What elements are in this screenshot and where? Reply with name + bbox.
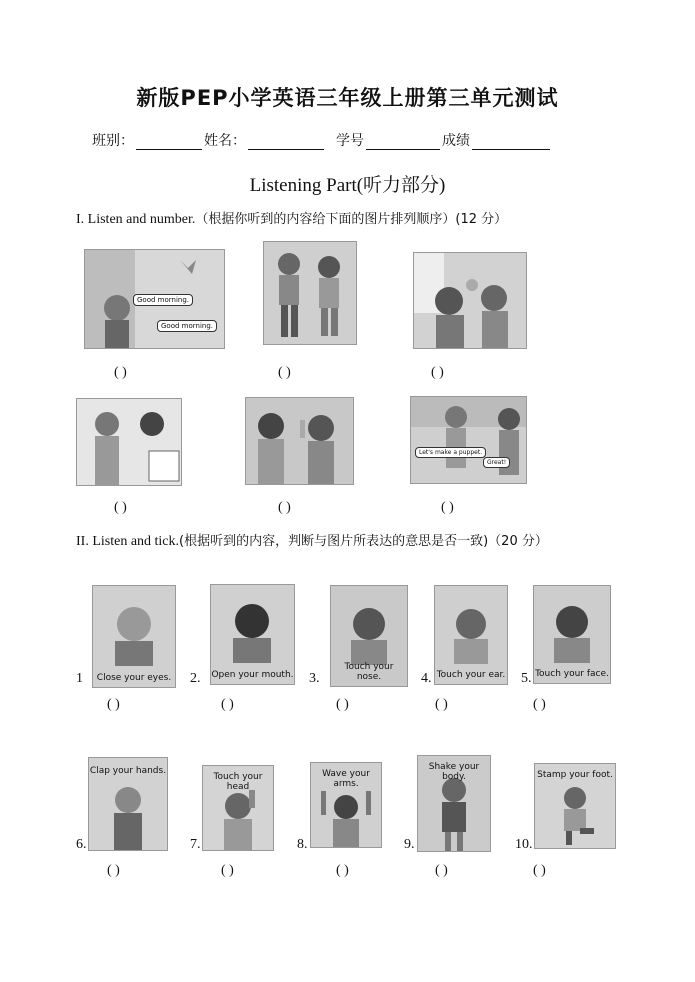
caption-10: Stamp your foot. [537, 770, 613, 780]
answer-paren-item-8[interactable]: ( ) [336, 863, 349, 878]
speech-bubble-1: Good morning. [133, 294, 193, 306]
item-number-5: 5. [521, 671, 532, 686]
answer-paren-3[interactable]: ( ) [431, 365, 444, 380]
answer-paren-item-10[interactable]: ( ) [533, 863, 546, 878]
number-blank[interactable] [366, 135, 440, 150]
number-label: 学号 [336, 133, 364, 149]
section2-heading-en: II. Listen and tick. [76, 534, 180, 549]
picture-touch-your-ear [434, 585, 508, 685]
item-number-1: 1 [76, 671, 83, 686]
picture-touch-your-nose [330, 585, 408, 687]
item-number-8: 8. [297, 837, 308, 852]
picture-greeting-good-morning [84, 249, 225, 349]
speech-bubble-3: Let's make a puppet. [415, 447, 486, 458]
item-number-4: 4. [421, 671, 432, 686]
picture-wave-your-arms [310, 762, 382, 848]
student-info-line [92, 130, 552, 150]
item-number-7: 7. [190, 837, 201, 852]
speech-bubble-4: Great! [483, 457, 510, 468]
picture-open-your-mouth [210, 584, 295, 685]
answer-paren-1[interactable]: ( ) [114, 365, 127, 380]
answer-paren-6[interactable]: ( ) [441, 500, 454, 515]
answer-paren-item-6[interactable]: ( ) [107, 863, 120, 878]
speech-bubble-2: Good morning. [157, 320, 217, 332]
answer-paren-item-3[interactable]: ( ) [336, 697, 349, 712]
picture-kids-walking [263, 241, 357, 345]
picture-kids-waving [245, 397, 354, 485]
picture-make-a-puppet [410, 396, 527, 484]
name-label: 姓名： [204, 133, 246, 149]
caption-6: Clap your hands. [89, 766, 167, 776]
score-label: 成绩 [442, 133, 470, 149]
kids-waving-illustration [246, 398, 353, 484]
section1-heading-cn: （根据你听到的内容给下面的图片排列顺序）(12 分） [195, 212, 508, 227]
class-label: 班别： [92, 133, 134, 149]
answer-paren-4[interactable]: ( ) [114, 500, 127, 515]
picture-close-your-eyes [92, 585, 176, 688]
item-number-2: 2. [190, 671, 201, 686]
answer-paren-2[interactable]: ( ) [278, 365, 291, 380]
score-blank[interactable] [472, 135, 550, 150]
item-number-10: 10. [515, 837, 533, 852]
picture-clap-your-hands [88, 757, 168, 851]
picture-stamp-your-foot [534, 763, 616, 849]
answer-paren-item-4[interactable]: ( ) [435, 697, 448, 712]
picture-touch-your-face [533, 585, 611, 684]
worksheet-title: 新版PEP小学英语三年级上册第三单元测试 [136, 86, 559, 110]
answer-paren-item-7[interactable]: ( ) [221, 863, 234, 878]
picture-shake-your-body [417, 755, 491, 852]
caption-7: Touch your head [213, 772, 263, 792]
listening-part-subtitle: Listening Part(听力部分) [249, 175, 446, 196]
caption-4: Touch your ear. [436, 670, 506, 680]
answer-paren-item-1[interactable]: ( ) [107, 697, 120, 712]
picture-touch-your-head [202, 765, 274, 851]
section1-heading-en: I. Listen and number. [76, 212, 196, 227]
caption-2: Open your mouth. [211, 670, 294, 680]
caption-3: Touch your nose. [344, 662, 394, 682]
item-number-6: 6. [76, 837, 87, 852]
caption-8: Wave your arms. [322, 769, 370, 789]
answer-paren-5[interactable]: ( ) [278, 500, 291, 515]
make-puppet-illustration [411, 397, 526, 483]
section1-heading [76, 208, 507, 228]
answer-paren-item-5[interactable]: ( ) [533, 697, 546, 712]
puppet-kids-illustration [77, 399, 181, 485]
kids-walking-illustration [264, 242, 356, 344]
caption-5: Touch your face. [535, 669, 609, 679]
section2-heading [76, 530, 548, 550]
caption-9: Shake your body. [428, 762, 480, 782]
section2-heading-cn: (根据听到的内容，判断与图片所表达的意思是否一致)（20 分） [179, 534, 548, 549]
high-five-illustration [414, 253, 526, 348]
picture-puppet-kids [76, 398, 182, 486]
caption-1: Close your eyes. [96, 673, 172, 683]
item-number-3: 3. [309, 671, 320, 686]
class-blank[interactable] [136, 135, 202, 150]
item-number-9: 9. [404, 837, 415, 852]
picture-high-five [413, 252, 527, 349]
girl-close-eyes-illustration [93, 586, 175, 687]
name-blank[interactable] [248, 135, 324, 150]
answer-paren-item-9[interactable]: ( ) [435, 863, 448, 878]
answer-paren-item-2[interactable]: ( ) [221, 697, 234, 712]
